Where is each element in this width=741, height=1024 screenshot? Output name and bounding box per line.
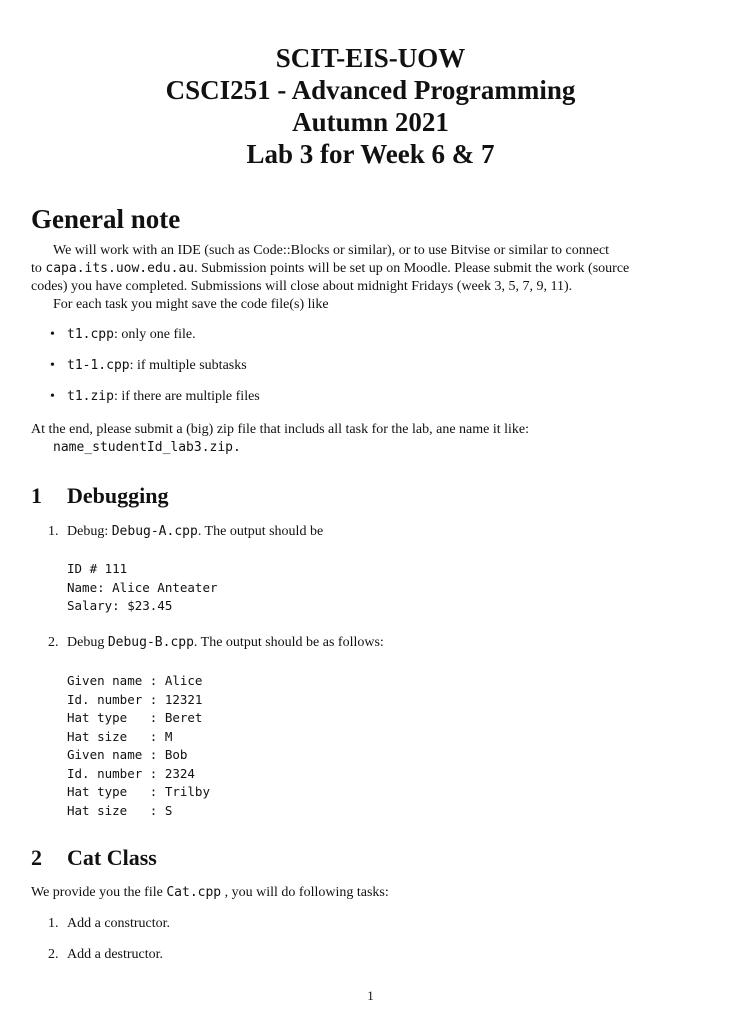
general-note-text-3: codes) you have completed. Submissions will close about midnight Fridays (week 3, 5, 7, 9, 11). xyxy=(31,279,573,294)
list-item xyxy=(50,357,260,388)
bullet-icon: • xyxy=(50,389,55,404)
general-note-line-4 xyxy=(53,296,723,314)
item-text-post: . The output should be as follows: xyxy=(193,635,384,650)
item-text-pre: Debug: xyxy=(67,524,112,539)
file-name: t1.zip xyxy=(67,389,114,404)
file-description: : if multiple subtasks xyxy=(129,358,247,373)
section-title: Cat Class xyxy=(67,845,157,870)
general-note-text-4: For each task you might save the code file(s) like xyxy=(53,297,329,312)
item-file-name: Debug-A.cpp xyxy=(111,524,198,539)
expected-output-a: ID # 111 Name: Alice Anteater Salary: $23.45 xyxy=(67,561,218,613)
file-name: t1-1.cpp xyxy=(67,358,130,373)
general-note-text-2a: to xyxy=(31,261,46,276)
page-number: 1 xyxy=(367,988,374,1003)
item-text-pre: Debug xyxy=(67,635,108,650)
item-number: 2. xyxy=(48,635,59,650)
file-description: : if there are multiple files xyxy=(113,389,260,404)
file-naming-list xyxy=(50,326,260,419)
list-item xyxy=(50,388,260,419)
bullet-icon: • xyxy=(50,327,55,342)
title-line-3: Autumn 2021 xyxy=(292,107,449,137)
general-note-line-3 xyxy=(31,278,731,296)
general-note-text-1: We will work with an IDE (such as Code::Blocks or similar), or to use Bitvise or similar to connect xyxy=(53,243,610,258)
section-heading-cat-class xyxy=(31,845,157,871)
section-number: 2 xyxy=(31,845,42,870)
list-item xyxy=(48,915,170,933)
zip-name-line xyxy=(53,439,723,457)
list-item xyxy=(48,946,163,964)
cat-intro-pre: We provide you the file xyxy=(31,885,167,900)
title-line-1: SCIT-EIS-UOW xyxy=(275,43,466,73)
item-text: Add a destructor. xyxy=(67,947,164,962)
title-line-4: Lab 3 for Week 6 & 7 xyxy=(246,139,495,169)
server-address: capa.its.uow.edu.au xyxy=(45,261,195,276)
list-item xyxy=(48,634,384,652)
item-text-post: . The output should be xyxy=(197,524,324,539)
general-note-line-2 xyxy=(31,260,731,278)
section-number: 1 xyxy=(31,483,42,508)
section-heading-debugging xyxy=(31,483,168,509)
item-number: 1. xyxy=(48,916,59,931)
general-note-line-1 xyxy=(53,242,723,260)
file-name: t1.cpp xyxy=(67,327,114,342)
item-file-name: Debug-B.cpp xyxy=(107,635,194,650)
zip-file-name: name_studentId_lab3.zip. xyxy=(53,440,241,455)
file-description: : only one file. xyxy=(113,327,196,342)
submission-text: At the end, please submit a (big) zip file that includs all task for the lab, ane name it like: xyxy=(31,422,530,437)
general-note-heading: General note xyxy=(31,204,181,234)
item-number: 1. xyxy=(48,524,59,539)
cat-intro-post: , you will do following tasks: xyxy=(221,885,389,900)
general-note-text-2b: . Submission points will be set up on Moodle. Please submit the work (source xyxy=(194,261,630,276)
document-title xyxy=(0,42,741,170)
bullet-icon: • xyxy=(50,358,55,373)
title-line-2: CSCI251 - Advanced Programming xyxy=(165,75,576,105)
item-number: 2. xyxy=(48,947,59,962)
expected-output-b: Given name : Alice Id. number : 12321 Hat type : Beret Hat size : M Given name : Bob Id. number : 2324 Hat type : Trilby Hat size : S xyxy=(67,673,210,818)
section-title: Debugging xyxy=(67,483,169,508)
submission-instructions xyxy=(31,421,731,439)
cat-intro xyxy=(31,884,731,902)
list-item xyxy=(48,523,323,541)
cat-file-name: Cat.cpp xyxy=(166,885,222,900)
item-text: Add a constructor. xyxy=(67,916,171,931)
list-item xyxy=(50,326,260,357)
